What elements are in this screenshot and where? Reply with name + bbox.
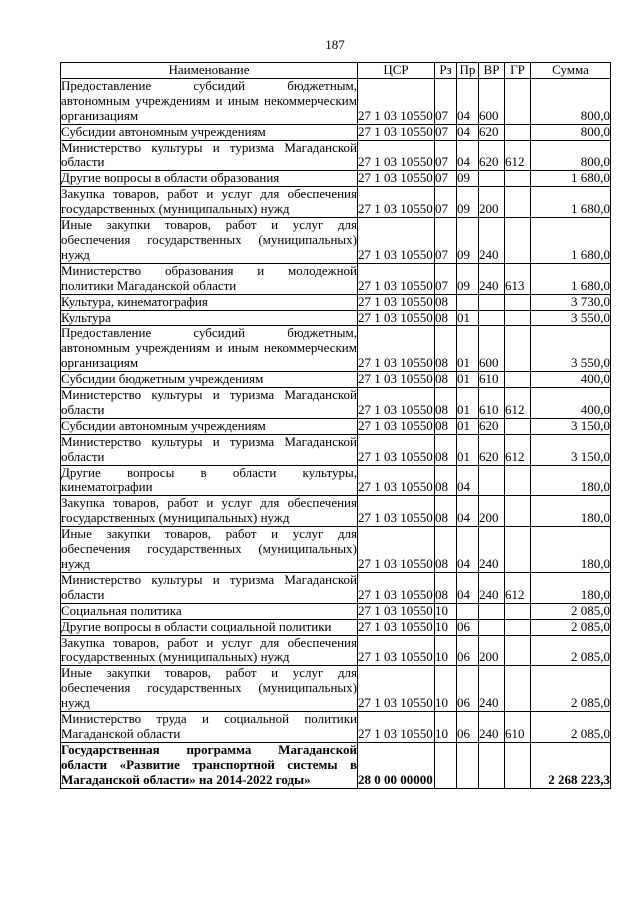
table-row bbox=[61, 527, 611, 573]
pr-cell: 06 bbox=[457, 666, 479, 712]
sum-cell: 1 680,0 bbox=[531, 218, 611, 264]
name-cell bbox=[61, 187, 358, 218]
name-cell bbox=[61, 619, 358, 635]
name-cell bbox=[61, 465, 358, 496]
name-line: Министерство труда и социальной политики bbox=[61, 711, 357, 727]
vr-cell: 620 bbox=[479, 140, 505, 171]
name-line: области bbox=[61, 401, 105, 417]
csr-cell: 27 1 03 10550 bbox=[358, 371, 433, 387]
csr-cell: 28 0 00 00000 bbox=[358, 742, 435, 788]
csr-cell: 27 1 03 10550 bbox=[358, 465, 435, 496]
rz-cell: 07 bbox=[435, 171, 457, 187]
gr-cell bbox=[505, 742, 531, 788]
sum-cell: 2 085,0 bbox=[531, 666, 611, 712]
name-line: Субсидии бюджетным учреждениям bbox=[61, 371, 264, 387]
name-cell bbox=[61, 496, 358, 527]
csr-cell: 27 1 03 10550 bbox=[358, 388, 435, 419]
rz-cell: 08 bbox=[435, 326, 457, 372]
pr-cell: 01 bbox=[457, 434, 479, 465]
name-cell bbox=[61, 572, 358, 603]
table-row bbox=[61, 372, 611, 388]
name-line: области «Развитие транспортной системы в bbox=[61, 756, 357, 772]
csr-cell: 27 1 03 10550 bbox=[358, 218, 435, 264]
name-line: Закупка товаров, работ и услуг для обеспечения bbox=[61, 634, 357, 650]
vr-cell: 240 bbox=[479, 263, 505, 294]
pr-cell: 04 bbox=[457, 572, 479, 603]
gr-cell bbox=[505, 310, 531, 326]
vr-cell: 240 bbox=[479, 572, 505, 603]
csr-cell: 27 1 03 10550 bbox=[358, 78, 435, 124]
table-row bbox=[61, 187, 611, 218]
sum-cell: 400,0 bbox=[531, 388, 611, 419]
rz-cell: 10 bbox=[435, 635, 457, 666]
vr-cell: 240 bbox=[479, 527, 505, 573]
name-cell bbox=[61, 218, 358, 264]
name-line: Магаданской области» на 2014-2022 годы» bbox=[61, 771, 311, 787]
vr-cell: 610 bbox=[479, 388, 505, 419]
name-cell bbox=[61, 418, 358, 434]
header-rz: Рз bbox=[435, 63, 457, 79]
sum-cell: 1 680,0 bbox=[531, 187, 611, 218]
rz-cell: 10 bbox=[435, 712, 457, 743]
header-gr: ГР bbox=[505, 63, 531, 79]
name-cell bbox=[61, 372, 358, 388]
table-row bbox=[61, 603, 611, 619]
sum-cell: 400,0 bbox=[531, 372, 611, 388]
pr-cell: 01 bbox=[457, 388, 479, 419]
gr-cell: 613 bbox=[505, 263, 531, 294]
vr-cell: 620 bbox=[479, 124, 505, 140]
gr-cell bbox=[505, 187, 531, 218]
sum-cell: 2 085,0 bbox=[531, 603, 611, 619]
rz-cell: 07 bbox=[435, 187, 457, 218]
csr-cell: 27 1 03 10550 bbox=[358, 140, 435, 171]
name-line: государственных (муниципальных) нужд bbox=[61, 649, 290, 665]
table-row bbox=[61, 294, 611, 310]
table-row bbox=[61, 310, 611, 326]
header-csr: ЦСР bbox=[358, 63, 435, 79]
name-line: Закупка товаров, работ и услуг для обеспечения bbox=[61, 495, 357, 511]
name-cell bbox=[61, 388, 358, 419]
name-line: Культура bbox=[61, 309, 111, 325]
name-line: государственных (муниципальных) нужд bbox=[61, 201, 290, 217]
csr-cell: 27 1 03 10550 bbox=[358, 326, 435, 372]
vr-cell bbox=[479, 603, 505, 619]
table-row bbox=[61, 434, 611, 465]
gr-cell bbox=[505, 326, 531, 372]
sum-cell: 2 085,0 bbox=[531, 712, 611, 743]
rz-cell: 08 bbox=[435, 388, 457, 419]
csr-cell: 27 1 03 10550 bbox=[358, 123, 433, 139]
name-line: Иные закупки товаров, работ и услуг для bbox=[61, 526, 357, 542]
vr-cell bbox=[479, 294, 505, 310]
csr-cell: 27 1 03 10550 bbox=[358, 618, 433, 634]
gr-cell bbox=[505, 666, 531, 712]
table-row bbox=[61, 635, 611, 666]
name-cell bbox=[61, 603, 358, 619]
vr-cell: 620 bbox=[479, 434, 505, 465]
pr-cell: 09 bbox=[457, 187, 479, 218]
rz-cell: 08 bbox=[435, 496, 457, 527]
vr-cell bbox=[479, 465, 505, 496]
pr-cell: 04 bbox=[457, 527, 479, 573]
name-line: области bbox=[61, 448, 105, 464]
vr-cell: 240 bbox=[479, 666, 505, 712]
name-cell bbox=[61, 294, 358, 310]
gr-cell bbox=[505, 603, 531, 619]
name-line: нужд bbox=[61, 695, 90, 711]
vr-cell: 200 bbox=[479, 187, 505, 218]
table-row bbox=[61, 218, 611, 264]
csr-cell: 27 1 03 10550 bbox=[358, 602, 433, 618]
rz-cell: 08 bbox=[435, 372, 457, 388]
rz-cell: 10 bbox=[435, 619, 457, 635]
name-line: Министерство культуры и туризма Магаданской bbox=[61, 139, 357, 155]
gr-cell bbox=[505, 496, 531, 527]
table-row bbox=[61, 171, 611, 187]
csr-cell: 27 1 03 10550 bbox=[358, 309, 433, 325]
rz-cell: 07 bbox=[435, 218, 457, 264]
name-line: автономным учреждениям и иным некоммерческим bbox=[61, 340, 357, 356]
rz-cell bbox=[435, 742, 457, 788]
pr-cell: 04 bbox=[457, 124, 479, 140]
header-vr: ВР bbox=[479, 63, 505, 79]
vr-cell: 240 bbox=[479, 218, 505, 264]
header-pr: Пр bbox=[457, 63, 479, 79]
csr-cell: 27 1 03 10550 bbox=[358, 263, 435, 294]
pr-cell: 04 bbox=[457, 140, 479, 171]
name-line: Министерство культуры и туризма Магаданской bbox=[61, 387, 357, 403]
name-line: Социальная политика bbox=[61, 602, 182, 618]
rz-cell: 08 bbox=[435, 418, 457, 434]
table-row bbox=[61, 78, 611, 124]
table-row-program-total bbox=[61, 742, 611, 788]
name-line: Министерство образования и молодежной bbox=[61, 262, 357, 278]
header-sum: Сумма bbox=[531, 63, 611, 79]
table-row bbox=[61, 388, 611, 419]
vr-cell: 600 bbox=[479, 326, 505, 372]
rz-cell: 07 bbox=[435, 78, 457, 124]
sum-cell: 1 680,0 bbox=[531, 263, 611, 294]
gr-cell bbox=[505, 372, 531, 388]
vr-cell: 620 bbox=[479, 418, 505, 434]
vr-cell: 200 bbox=[479, 635, 505, 666]
rz-cell: 08 bbox=[435, 465, 457, 496]
pr-cell: 09 bbox=[457, 263, 479, 294]
csr-cell: 27 1 03 10550 bbox=[358, 496, 435, 527]
pr-cell bbox=[457, 603, 479, 619]
rz-cell: 10 bbox=[435, 603, 457, 619]
vr-cell: 600 bbox=[479, 78, 505, 124]
gr-cell bbox=[505, 218, 531, 264]
name-line: Иные закупки товаров, работ и услуг для bbox=[61, 217, 357, 233]
name-line: Субсидии автономным учреждениям bbox=[61, 123, 266, 139]
table-header-row bbox=[61, 63, 611, 79]
gr-cell bbox=[505, 418, 531, 434]
sum-cell: 3 150,0 bbox=[531, 434, 611, 465]
gr-cell bbox=[505, 619, 531, 635]
vr-cell: 610 bbox=[479, 372, 505, 388]
name-line: Закупка товаров, работ и услуг для обеспечения bbox=[61, 186, 357, 202]
name-line: обеспечения государственных (муниципальных) bbox=[61, 680, 357, 696]
name-cell bbox=[61, 527, 358, 573]
sum-cell: 3 150,0 bbox=[531, 418, 611, 434]
sum-cell: 180,0 bbox=[531, 465, 611, 496]
csr-cell: 27 1 03 10550 bbox=[358, 527, 435, 573]
gr-cell: 612 bbox=[505, 140, 531, 171]
table-row bbox=[61, 572, 611, 603]
csr-cell: 27 1 03 10550 bbox=[358, 712, 435, 743]
table-row bbox=[61, 666, 611, 712]
name-line: нужд bbox=[61, 246, 90, 262]
pr-cell: 09 bbox=[457, 171, 479, 187]
vr-cell: 200 bbox=[479, 496, 505, 527]
pr-cell: 04 bbox=[457, 496, 479, 527]
csr-cell: 27 1 03 10550 bbox=[358, 666, 435, 712]
table-row bbox=[61, 124, 611, 140]
name-line: Предоставление субсидий бюджетным, bbox=[61, 77, 357, 93]
name-line: Субсидии автономным учреждениям bbox=[61, 417, 266, 433]
rz-cell: 07 bbox=[435, 124, 457, 140]
sum-cell: 3 550,0 bbox=[531, 310, 611, 326]
name-line: политики Магаданской области bbox=[61, 277, 237, 293]
name-line: Иные закупки товаров, работ и услуг для bbox=[61, 665, 357, 681]
name-cell bbox=[61, 434, 358, 465]
csr-cell: 27 1 03 10550 bbox=[358, 572, 435, 603]
csr-cell: 27 1 03 10550 bbox=[358, 187, 435, 218]
pr-cell: 04 bbox=[457, 78, 479, 124]
name-line: Государственная программа Магаданской bbox=[61, 741, 357, 757]
name-line: Предоставление субсидий бюджетным, bbox=[61, 325, 357, 341]
csr-cell: 27 1 03 10550 bbox=[358, 170, 433, 186]
name-cell bbox=[61, 171, 358, 187]
csr-cell: 27 1 03 10550 bbox=[358, 635, 435, 666]
name-line: нужд bbox=[61, 556, 90, 571]
gr-cell: 612 bbox=[505, 388, 531, 419]
table-row bbox=[61, 263, 611, 294]
gr-cell bbox=[505, 78, 531, 124]
name-line: области bbox=[61, 586, 105, 602]
vr-cell bbox=[479, 619, 505, 635]
name-line: Культура, кинематография bbox=[61, 293, 208, 309]
name-cell bbox=[61, 124, 358, 140]
table-row bbox=[61, 712, 611, 743]
name-cell bbox=[61, 78, 358, 124]
rz-cell: 08 bbox=[435, 434, 457, 465]
name-cell bbox=[61, 140, 358, 171]
gr-cell bbox=[505, 635, 531, 666]
sum-cell: 180,0 bbox=[531, 527, 611, 573]
table-row bbox=[61, 496, 611, 527]
pr-cell: 06 bbox=[457, 635, 479, 666]
sum-cell: 800,0 bbox=[531, 78, 611, 124]
table-row bbox=[61, 140, 611, 171]
pr-cell bbox=[457, 742, 479, 788]
sum-cell: 1 680,0 bbox=[531, 171, 611, 187]
sum-cell: 3 550,0 bbox=[531, 326, 611, 372]
rz-cell: 08 bbox=[435, 572, 457, 603]
rz-cell: 07 bbox=[435, 263, 457, 294]
sum-cell: 2 085,0 bbox=[531, 619, 611, 635]
sum-cell: 800,0 bbox=[531, 140, 611, 171]
budget-table bbox=[60, 62, 611, 789]
name-line: организациям bbox=[61, 107, 139, 123]
rz-cell: 08 bbox=[435, 294, 457, 310]
name-cell bbox=[61, 263, 358, 294]
name-line: обеспечения государственных (муниципальных) bbox=[61, 541, 357, 557]
gr-cell bbox=[505, 527, 531, 573]
sum-cell: 180,0 bbox=[531, 572, 611, 603]
rz-cell: 07 bbox=[435, 140, 457, 171]
rz-cell: 08 bbox=[435, 527, 457, 573]
page-number: 187 bbox=[325, 37, 345, 52]
pr-cell: 01 bbox=[457, 310, 479, 326]
pr-cell: 01 bbox=[457, 326, 479, 372]
pr-cell: 01 bbox=[457, 372, 479, 388]
vr-cell bbox=[479, 171, 505, 187]
name-cell bbox=[61, 326, 358, 372]
vr-cell: 240 bbox=[479, 712, 505, 743]
gr-cell: 612 bbox=[505, 572, 531, 603]
gr-cell bbox=[505, 465, 531, 496]
table-row bbox=[61, 326, 611, 372]
gr-cell: 610 bbox=[505, 712, 531, 743]
rz-cell: 10 bbox=[435, 666, 457, 712]
name-line: Другие вопросы в области образования bbox=[61, 170, 280, 186]
name-line: государственных (муниципальных) нужд bbox=[61, 510, 290, 526]
sum-cell: 800,0 bbox=[531, 124, 611, 140]
name-cell bbox=[61, 666, 358, 712]
name-line: Магаданской области bbox=[61, 725, 181, 741]
pr-cell: 06 bbox=[457, 619, 479, 635]
header-name: Наименование bbox=[61, 63, 358, 79]
vr-cell bbox=[479, 310, 505, 326]
gr-cell bbox=[505, 294, 531, 310]
name-line: Министерство культуры и туризма Магаданской bbox=[61, 433, 357, 449]
sum-cell: 2 085,0 bbox=[531, 635, 611, 666]
name-cell bbox=[61, 310, 358, 326]
rz-cell: 08 bbox=[435, 310, 457, 326]
name-line: обеспечения государственных (муниципальных) bbox=[61, 231, 357, 247]
sum-cell: 180,0 bbox=[531, 496, 611, 527]
table-row bbox=[61, 619, 611, 635]
name-line: Министерство культуры и туризма Магаданской bbox=[61, 571, 357, 587]
table-row bbox=[61, 418, 611, 434]
name-cell bbox=[61, 635, 358, 666]
sum-cell: 2 268 223,3 bbox=[531, 742, 611, 788]
name-cell bbox=[61, 742, 358, 788]
csr-cell: 27 1 03 10550 bbox=[358, 417, 433, 433]
name-line: области bbox=[61, 154, 105, 170]
name-line: кинематографии bbox=[61, 479, 153, 495]
csr-cell: 27 1 03 10550 bbox=[358, 293, 433, 309]
pr-cell: 01 bbox=[457, 418, 479, 434]
name-line: Другие вопросы в области социальной политики bbox=[61, 618, 332, 634]
name-line: Другие вопросы в области культуры, bbox=[61, 464, 357, 480]
pr-cell bbox=[457, 294, 479, 310]
gr-cell bbox=[505, 171, 531, 187]
gr-cell: 612 bbox=[505, 434, 531, 465]
table-row bbox=[61, 465, 611, 496]
pr-cell: 06 bbox=[457, 712, 479, 743]
name-line: организациям bbox=[61, 355, 139, 371]
sum-cell: 3 730,0 bbox=[531, 294, 611, 310]
name-line: автономным учреждениям и иным некоммерческим bbox=[61, 92, 357, 108]
csr-cell: 27 1 03 10550 bbox=[358, 434, 435, 465]
name-cell bbox=[61, 712, 358, 743]
gr-cell bbox=[505, 124, 531, 140]
pr-cell: 04 bbox=[457, 465, 479, 496]
pr-cell: 09 bbox=[457, 218, 479, 264]
vr-cell bbox=[479, 742, 505, 788]
